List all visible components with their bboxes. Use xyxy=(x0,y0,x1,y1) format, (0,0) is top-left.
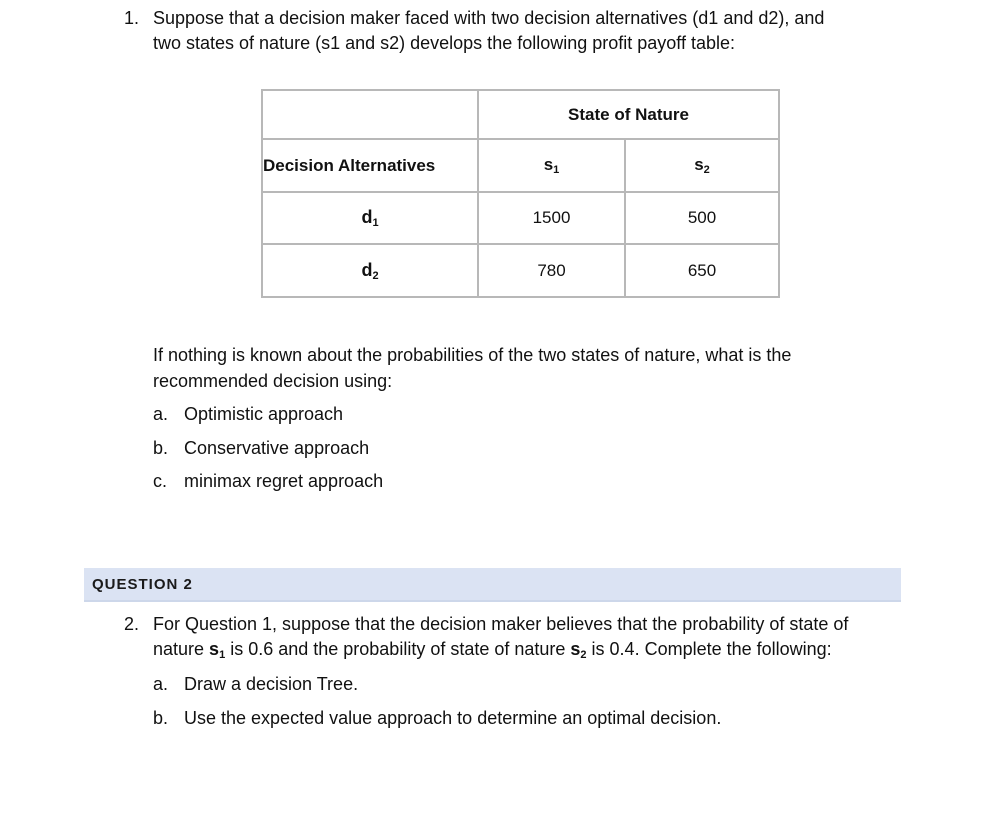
table-row xyxy=(262,192,779,244)
question-2-header: QUESTION 2 xyxy=(84,568,901,602)
question-1-number: 1. xyxy=(124,8,140,28)
question-1 xyxy=(124,6,884,56)
q2-s2-sub: 2 xyxy=(580,649,587,661)
option-a-text: Optimistic approach xyxy=(184,404,344,424)
q2-option-a-letter: a. xyxy=(153,674,169,694)
prompt-text xyxy=(153,342,873,394)
q2-option-b-letter: b. xyxy=(153,708,169,728)
s2-header-base: s xyxy=(694,155,704,174)
q2-option-b xyxy=(153,705,721,731)
q2-s1-sub: 1 xyxy=(219,649,226,661)
table-subheader-row xyxy=(262,139,779,192)
s1-header-base: s xyxy=(543,155,554,174)
empty-header-cell xyxy=(262,90,478,139)
option-b-letter: b. xyxy=(153,438,169,458)
question-1-line-2: two states of nature (s1 and s2) develops the following profit payoff table: xyxy=(153,33,736,53)
question-1-line-1: Suppose that a decision maker faced with two decision alternatives (d1 and d2), and xyxy=(153,8,825,28)
q2-option-b-text: Use the expected value approach to determine an optimal decision. xyxy=(184,708,722,728)
q2-s1 xyxy=(209,639,225,659)
option-a-letter: a. xyxy=(153,404,169,424)
option-a xyxy=(153,401,343,427)
d2-s2-value: 650 xyxy=(625,244,779,297)
option-b xyxy=(153,435,369,461)
state-of-nature-header: State of Nature xyxy=(478,90,779,139)
decision-alternatives-header: Decision Alternatives xyxy=(262,139,478,192)
question-2-line-1: For Question 1, suppose that the decision maker believes that the probability of state of xyxy=(153,614,849,634)
d2-sub: 2 xyxy=(372,269,379,282)
prompt-line-2: recommended decision using: xyxy=(153,371,393,391)
q2-option-a xyxy=(153,671,358,697)
q2-s2-base: s xyxy=(570,639,581,659)
s1-header-sub: 1 xyxy=(553,164,560,176)
d2-s1-value: 780 xyxy=(478,244,625,297)
prompt-line-1: If nothing is known about the probabilities of the two states of nature, what is the xyxy=(153,345,792,365)
option-c xyxy=(153,468,383,494)
q2-option-a-text: Draw a decision Tree. xyxy=(184,674,359,694)
question-2-number: 2. xyxy=(124,614,140,634)
s2-header xyxy=(625,139,779,192)
d1-label xyxy=(262,192,478,244)
d1-sub: 1 xyxy=(372,217,379,229)
q2-text-b: is 0.6 and the probability of state of nature xyxy=(225,639,571,659)
payoff-table xyxy=(261,89,780,298)
d1-s2-value: 500 xyxy=(625,192,779,244)
d1-s1-value: 1500 xyxy=(478,192,625,244)
question-2-line-2 xyxy=(153,637,904,668)
q2-s1-base: s xyxy=(209,639,220,659)
option-c-letter: c. xyxy=(153,471,168,491)
option-b-text: Conservative approach xyxy=(184,438,370,458)
option-c-text: minimax regret approach xyxy=(184,471,384,491)
table-row xyxy=(262,244,779,297)
table-header-row xyxy=(262,90,779,139)
q2-text-c: is 0.4. Complete the following: xyxy=(586,639,832,659)
d2-label xyxy=(262,244,478,297)
q2-s2 xyxy=(570,639,586,659)
d2-base: d xyxy=(361,259,373,280)
q2-text-a: nature xyxy=(153,639,210,659)
s2-header-sub: 2 xyxy=(703,164,710,176)
d1-base: d xyxy=(361,207,373,227)
question-2 xyxy=(124,612,904,668)
s1-header xyxy=(478,139,625,192)
